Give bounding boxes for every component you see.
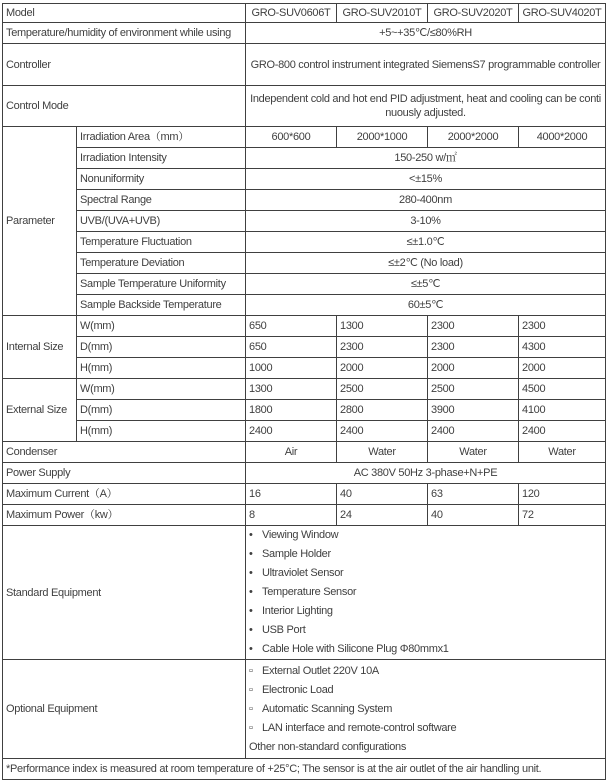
- list-item: [249, 738, 602, 757]
- condenser-row-label: Condenser: [3, 442, 246, 463]
- filled-bullet-icon: •: [249, 548, 253, 560]
- list-item: [249, 621, 602, 640]
- internal-size-row: [3, 337, 606, 358]
- parameter-row: [3, 232, 606, 253]
- equipment-item-text: Ultraviolet Sensor: [262, 567, 344, 579]
- internal-size-row: [3, 358, 606, 379]
- size-value-cell: 2300: [428, 337, 519, 358]
- parameter-row: [3, 253, 606, 274]
- parameter-sub-label: UVB/(UVA+UVB): [77, 211, 246, 232]
- filled-bullet-icon: •: [249, 567, 253, 579]
- size-sub-label: H(mm): [77, 358, 246, 379]
- parameter-sub-label: Sample Backside Temperature: [77, 295, 246, 316]
- size-value-cell: 2400: [337, 421, 428, 442]
- parameter-value-cell: 2000*2000: [428, 127, 519, 148]
- size-value-cell: 2400: [519, 421, 606, 442]
- equipment-item-text: Temperature Sensor: [262, 586, 357, 598]
- parameter-group-label: Parameter: [3, 127, 77, 316]
- list-item: [249, 564, 602, 583]
- model-row-label: Model: [3, 4, 246, 23]
- size-sub-label: D(mm): [77, 337, 246, 358]
- power-supply-value: AC 380V 50Hz 3-phase+N+PE: [246, 463, 606, 484]
- size-value-cell: 2500: [428, 379, 519, 400]
- size-value-cell: 4100: [519, 400, 606, 421]
- control-mode-row: [3, 86, 606, 127]
- environment-row-label: Temperature/humidity of environment while using: [3, 23, 246, 44]
- controller-row-label: Controller: [3, 44, 246, 86]
- parameter-sub-label: Irradiation Area（mm）: [77, 127, 246, 148]
- filled-bullet-icon: •: [249, 529, 253, 541]
- hollow-bullet-icon: ▫: [249, 664, 253, 677]
- filled-bullet-icon: •: [249, 605, 253, 617]
- size-value-cell: 1800: [246, 400, 337, 421]
- size-value-cell: 2500: [337, 379, 428, 400]
- parameter-value-merged: 150-250 w/㎡: [246, 148, 606, 169]
- footnote-text: *Performance index is measured at room temperature of +25°C; The sensor is at the air outlet of the air handling unit.: [3, 759, 606, 780]
- max-current-row: [3, 484, 606, 505]
- external-size-row: [3, 421, 606, 442]
- parameter-value-merged: 3-10%: [246, 211, 606, 232]
- equipment-item-text: USB Port: [262, 624, 306, 636]
- filled-bullet-icon: •: [249, 643, 253, 655]
- parameter-row: [3, 127, 606, 148]
- size-value-cell: 2300: [519, 316, 606, 337]
- size-value-cell: 2000: [519, 358, 606, 379]
- model-name-cell: GRO-SUV0606T: [246, 4, 337, 23]
- spec-table: [2, 3, 606, 780]
- size-value-cell: 4500: [519, 379, 606, 400]
- size-value-cell: 1300: [246, 379, 337, 400]
- equipment-item-text: Other non-standard configurations: [249, 740, 407, 753]
- list-item: [249, 526, 602, 545]
- external-size-row: [3, 400, 606, 421]
- filled-bullet-icon: •: [249, 586, 253, 598]
- max-power-value-cell: 24: [337, 505, 428, 526]
- parameter-row: [3, 190, 606, 211]
- size-value-cell: 2000: [428, 358, 519, 379]
- max-power-row-label: Maximum Power（kw）: [3, 505, 246, 526]
- parameter-row: [3, 295, 606, 316]
- environment-row: [3, 23, 606, 44]
- list-item: [249, 719, 602, 738]
- equipment-item-text: LAN interface and remote-control software: [262, 721, 457, 734]
- control-mode-row-label: Control Mode: [3, 86, 246, 127]
- list-item: [249, 583, 602, 602]
- size-value-cell: 650: [246, 337, 337, 358]
- parameter-value-cell: 2000*1000: [337, 127, 428, 148]
- parameter-value-merged: ≤±2℃ (No load): [246, 253, 606, 274]
- size-value-cell: 4300: [519, 337, 606, 358]
- list-item: [249, 640, 602, 659]
- model-row: [3, 4, 606, 23]
- equipment-item-text: Automatic Scanning System: [262, 702, 393, 715]
- condenser-row: [3, 442, 606, 463]
- size-sub-label: W(mm): [77, 316, 246, 337]
- parameter-sub-label: Sample Temperature Uniformity: [77, 274, 246, 295]
- parameter-value-merged: ≤±5℃: [246, 274, 606, 295]
- max-current-value-cell: 63: [428, 484, 519, 505]
- filled-bullet-icon: •: [249, 624, 253, 636]
- max-current-row-label: Maximum Current（A）: [3, 484, 246, 505]
- condenser-value-cell: Water: [519, 442, 606, 463]
- size-value-cell: 2000: [337, 358, 428, 379]
- parameter-value-merged: <±15%: [246, 169, 606, 190]
- parameter-sub-label: Spectral Range: [77, 190, 246, 211]
- internal-size-row: [3, 316, 606, 337]
- parameter-sub-label: Irradiation Intensity: [77, 148, 246, 169]
- size-value-cell: 2400: [428, 421, 519, 442]
- size-value-cell: 2300: [428, 316, 519, 337]
- external-size-row: [3, 379, 606, 400]
- size-sub-label: H(mm): [77, 421, 246, 442]
- equipment-item-text: Electronic Load: [262, 683, 334, 696]
- equipment-item-text: Sample Holder: [262, 548, 331, 560]
- parameter-row: [3, 148, 606, 169]
- max-power-value-cell: 72: [519, 505, 606, 526]
- parameter-sub-label: Nonuniformity: [77, 169, 246, 190]
- condenser-value-cell: Water: [337, 442, 428, 463]
- list-item: [249, 700, 602, 719]
- list-item: [249, 545, 602, 564]
- optional-equipment-row-label: Optional Equipment: [3, 660, 246, 759]
- list-item: [249, 681, 602, 700]
- hollow-bullet-icon: ▫: [249, 683, 253, 696]
- internal-size-group-label: Internal Size: [3, 316, 77, 379]
- footnote-row: [3, 759, 606, 780]
- parameter-sub-label: Temperature Deviation: [77, 253, 246, 274]
- max-current-value-cell: 40: [337, 484, 428, 505]
- parameter-sub-label: Temperature Fluctuation: [77, 232, 246, 253]
- power-supply-row: [3, 463, 606, 484]
- optional-equipment-list: [246, 660, 606, 759]
- model-name-cell: GRO-SUV2010T: [337, 4, 428, 23]
- parameter-value-cell: 600*600: [246, 127, 337, 148]
- standard-equipment-row-label: Standard Equipment: [3, 526, 246, 660]
- parameter-row: [3, 169, 606, 190]
- equipment-item-text: Cable Hole with Silicone Plug Φ80mmx1: [262, 643, 449, 655]
- list-item: [249, 662, 602, 681]
- condenser-value-cell: Water: [428, 442, 519, 463]
- max-power-row: [3, 505, 606, 526]
- model-name-cell: GRO-SUV4020T: [519, 4, 606, 23]
- size-value-cell: 2300: [337, 337, 428, 358]
- parameter-value-cell: 4000*2000: [519, 127, 606, 148]
- parameter-value-merged: ≤±1.0℃: [246, 232, 606, 253]
- parameter-row: [3, 211, 606, 232]
- list-item: [249, 602, 602, 621]
- size-value-cell: 2800: [337, 400, 428, 421]
- size-value-cell: 1300: [337, 316, 428, 337]
- controller-value: GRO-800 control instrument integrated SiemensS7 programmable controller: [246, 44, 606, 86]
- equipment-item-text: External Outlet 220V 10A: [262, 664, 379, 677]
- size-value-cell: 1000: [246, 358, 337, 379]
- hollow-bullet-icon: ▫: [249, 721, 253, 734]
- max-power-value-cell: 40: [428, 505, 519, 526]
- parameter-value-merged: 60±5℃: [246, 295, 606, 316]
- equipment-item-text: Interior Lighting: [262, 605, 333, 617]
- standard-equipment-list: [246, 526, 606, 660]
- equipment-item-text: Viewing Window: [262, 529, 339, 541]
- parameter-value-merged: 280-400nm: [246, 190, 606, 211]
- hollow-bullet-icon: ▫: [249, 702, 253, 715]
- power-supply-row-label: Power Supply: [3, 463, 246, 484]
- parameter-row: [3, 274, 606, 295]
- controller-row: [3, 44, 606, 86]
- condenser-value-cell: Air: [246, 442, 337, 463]
- max-current-value-cell: 16: [246, 484, 337, 505]
- control-mode-value: Independent cold and hot end PID adjustment, heat and cooling can be continuously adjusted.: [246, 86, 606, 127]
- size-value-cell: 3900: [428, 400, 519, 421]
- size-value-cell: 2400: [246, 421, 337, 442]
- environment-value: +5~+35℃/≤80%RH: [246, 23, 606, 44]
- size-sub-label: D(mm): [77, 400, 246, 421]
- max-current-value-cell: 120: [519, 484, 606, 505]
- model-name-cell: GRO-SUV2020T: [428, 4, 519, 23]
- external-size-group-label: External Size: [3, 379, 77, 442]
- size-sub-label: W(mm): [77, 379, 246, 400]
- standard-equipment-row: [3, 526, 606, 660]
- optional-equipment-row: [3, 660, 606, 759]
- max-power-value-cell: 8: [246, 505, 337, 526]
- size-value-cell: 650: [246, 316, 337, 337]
